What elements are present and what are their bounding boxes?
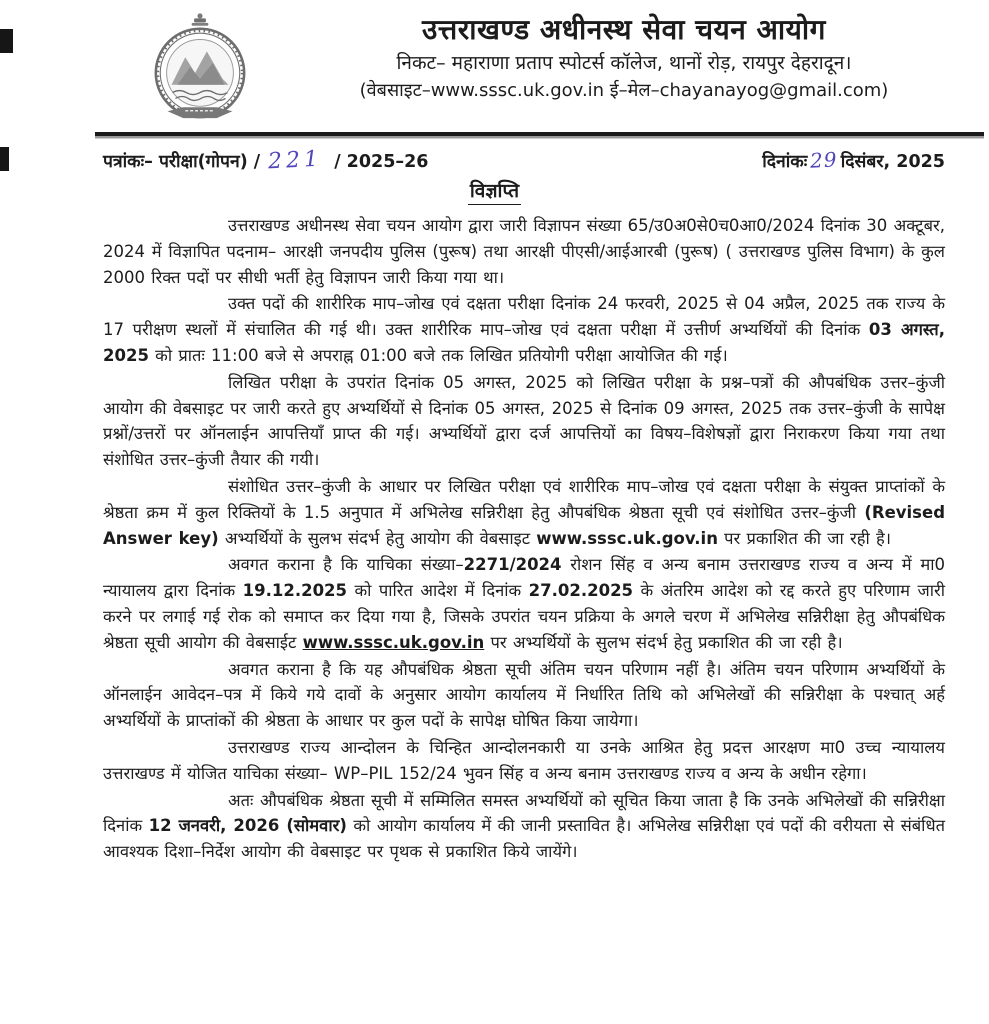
paragraph: लिखित परीक्षा के उपरांत दिनांक 05 अगस्त, 2025 को लिखित परीक्षा के प्रश्न–पत्रों की औपबंधिक उत्तर–कुंजी आयोग की वेबसाइट पर जारी करते हुए अभ्यर्थियों से दिनांक 05 अगस्त, 2025 से दिनांक 09 अगस्त, 2025 तक उत्तर–कुंजी के सापेक्ष प्रश्नों/उत्तरों पर ऑनलाईन आपत्तियाँ प्राप्त की गई। अभ्यर्थियों द्वारा दर्ज आपत्तियों का विषय–विशेषज्ञों द्वारा निराकरण किया गया तथा संशोधित उत्तर–कुंजी तैयार की गयी। [103, 372, 945, 470]
letter-date [762, 148, 945, 173]
date-month-year: दिसंबर, 2025 [840, 152, 945, 172]
paragraph: अवगत कराना है कि याचिका संख्या–2271/2024 रोशन सिंह व अन्य बनाम उत्तराखण्ड राज्य व अन्य में मा0 न्यायालय द्वारा दिनांक 19.12.2025 को पारित आदेश में दिनांक 27.02.2025 के अंतरिम आदेश को रद्द करते हुए परिणाम जारी करने पर लगाई गई रोक को समाप्त कर दिया गया है, जिसके उपरांत चयन प्रक्रिया के अगले चरण में अभिलेख सन्निरीक्षा हेतु औपबंधिक श्रेष्ठता सूची आयोग की वेबसाईट www.sssc.uk.gov.in पर अभ्यर्थियों के सुलभ संदर्भ हेतु प्रकाशित की जा रही है। [103, 555, 946, 652]
paragraph: संशोधित उत्तर–कुंजी के आधार पर लिखित परीक्षा एवं शारीरिक माप–जोख एवं दक्षता परीक्षा के संयुक्त प्राप्तांकों के श्रेष्ठता क्रम में कुल रिक्तियों के 1.5 अनुपात में अभिलेख सन्निरीक्षा हेतु औपबंधिक श्रेष्ठता सूची एवं संशोधित उत्तर–कुंजी (Revised Answer key) अभ्यर्थियों के सुलभ संदर्भ हेतु आयोग की वेबसाइट www.sssc.uk.gov.in पर प्रकाशित की जा रही है। [103, 476, 945, 548]
commission-seal-icon [146, 10, 254, 128]
notice-title: विज्ञप्ति [468, 177, 521, 205]
paragraph: उक्त पदों की शारीरिक माप–जोख एवं दक्षता परीक्षा दिनांक 24 फरवरी, 2025 से 04 अप्रैल, 2025 तक राज्य के 17 परीक्षण स्थलों में संचालित की गई थी। उक्त शारीरिक माप–जोख एवं दक्षता परीक्षा में उत्तीर्ण अभ्यर्थियों की दिनांक 03 अगस्त, 2025 को प्रातः 11:00 बजे से अपराह्न 01:00 बजे तक लिखित प्रतियोगी परीक्षा आयोजित की गई। [103, 294, 945, 365]
organization-address: निकट– महाराणा प्रताप स्पोटर्स कॉलेज, थानों रोड़, रायपुर देहरादून। [396, 52, 852, 74]
paragraph: उत्तराखण्ड राज्य आन्दोलन के चिन्हित आन्दोलनकारी या उनके आश्रित हेतु प्रदत्त आरक्षण मा0 उच्च न्यायालय उत्तराखण्ड में योजित याचिका संख्या– WP–PIL 152/24 भुवन सिंह व अन्य बनाम उत्तराखण्ड राज्य व अन्य के अधीन रहेगा। [103, 737, 945, 783]
paragraph: अवगत कराना है कि यह औपबंधिक श्रेष्ठता सूची अंतिम चयन परिणाम नहीं है। अंतिम चयन परिणाम अभ्यर्थियों के ऑनलाईन आवेदन–पत्र में किये गये दावों के अनुसार आयोग कार्यालय में निर्धारित तिथि को अभिलेखों की सन्निरीक्षा के पश्चात् अर्ह अभ्यर्थियों के प्राप्तांकों की श्रेष्ठता के आधार पर कुल पदों के सापेक्ष घोषित किया जायेगा। [103, 659, 945, 731]
notice-title-wrap [0, 177, 989, 205]
handwritten-date-day: 29 [809, 147, 839, 173]
organization-name: उत्तराखण्ड अधीनस्थ सेवा चयन आयोग [422, 13, 826, 46]
letter-number [103, 148, 428, 173]
notice-body [0, 205, 989, 865]
reference-row [0, 136, 989, 173]
website-email-line: (वेबसाइट–www.sssc.uk.gov.in ई–मेल–chayanayog@gmail.com) [359, 79, 889, 101]
scan-artifact [0, 147, 9, 171]
paragraph: अतः औपबंधिक श्रेष्ठता सूची में सम्मिलित समस्त अभ्यर्थियों को सूचित किया जाता है कि उनके अभिलेखों की सन्निरीक्षा दिनांक 12 जनवरी, 2026 (सोमवार) को आयोग कार्यालय में की जानी प्रस्तावित है। अभिलेख सन्निरीक्षा एवं पदों की वरीयता से संबंधित आवश्यक दिशा–निर्देश आयोग की वेबसाइट पर पृथक से प्रकाशित किये जायेंगे। [103, 790, 945, 862]
handwritten-letter-number: 221 [267, 146, 323, 175]
letter-number-session: / 2025–26 [334, 152, 429, 172]
date-label: दिनांकः [762, 152, 808, 172]
letter-number-label: पत्रांकः– परीक्षा(गोपन) / [103, 152, 261, 172]
letterhead [0, 0, 989, 128]
paragraph: उत्तराखण्ड अधीनस्थ सेवा चयन आयोग द्वारा जारी विज्ञापन संख्या 65/उ0अ0से0च0आ0/2024 दिनांक 30 अक्टूबर, 2024 में विज्ञापित पदनाम– आरक्षी जनपदीय पुलिस (पुरूष) तथा आरक्षी पीएसी/आईआरबी (पुरूष) ( उत्तराखण्ड पुलिस विभाग) के कुल 2000 रिक्त पदों पर सीधी भर्ती हेतु विज्ञापन जारी किया गया था। [103, 216, 945, 287]
